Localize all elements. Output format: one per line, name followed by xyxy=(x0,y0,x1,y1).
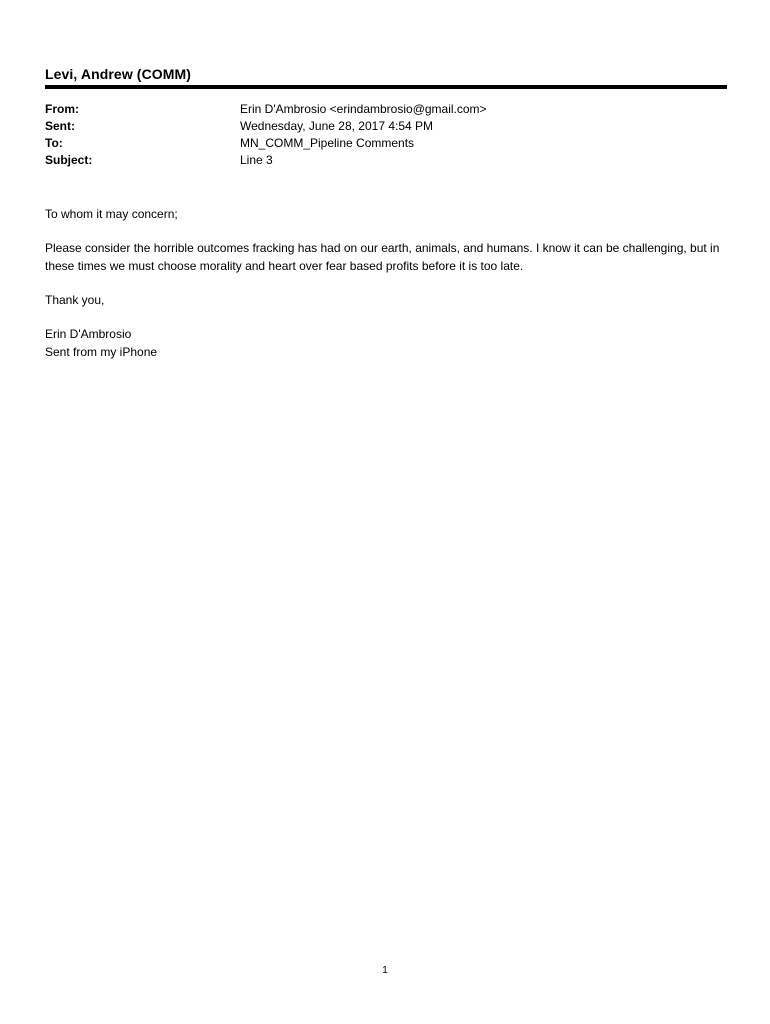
subject-value: Line 3 xyxy=(240,153,273,167)
sent-label: Sent: xyxy=(45,119,75,133)
greeting: To whom it may concern; xyxy=(45,207,178,221)
subject-label: Subject: xyxy=(45,153,93,167)
closing: Thank you, xyxy=(45,293,105,307)
signature-name: Erin D'Ambrosio xyxy=(45,327,132,341)
email-body xyxy=(45,205,735,361)
signature-line: Sent from my iPhone xyxy=(45,345,158,359)
page-number: 1 xyxy=(382,965,388,976)
to-row xyxy=(45,136,727,153)
email-headers xyxy=(45,102,727,170)
subject-row xyxy=(45,153,727,170)
mailbox-owner-name: Levi, Andrew (COMM) xyxy=(45,66,192,82)
message-paragraph: Please consider the horrible outcomes fracking has had on our earth, animals, and humans. I know it can be challenging, but in these times we must choose morality and heart over fear based profits before it is too late. xyxy=(45,241,720,273)
sent-row xyxy=(45,119,727,136)
to-label: To: xyxy=(45,136,63,150)
sent-value: Wednesday, June 28, 2017 4:54 PM xyxy=(240,119,434,133)
header-rule xyxy=(45,85,727,89)
to-value: MN_COMM_Pipeline Comments xyxy=(240,136,415,150)
from-label: From: xyxy=(45,102,79,116)
from-value: Erin D'Ambrosio <erindambrosio@gmail.com> xyxy=(240,102,487,116)
from-row xyxy=(45,102,727,119)
